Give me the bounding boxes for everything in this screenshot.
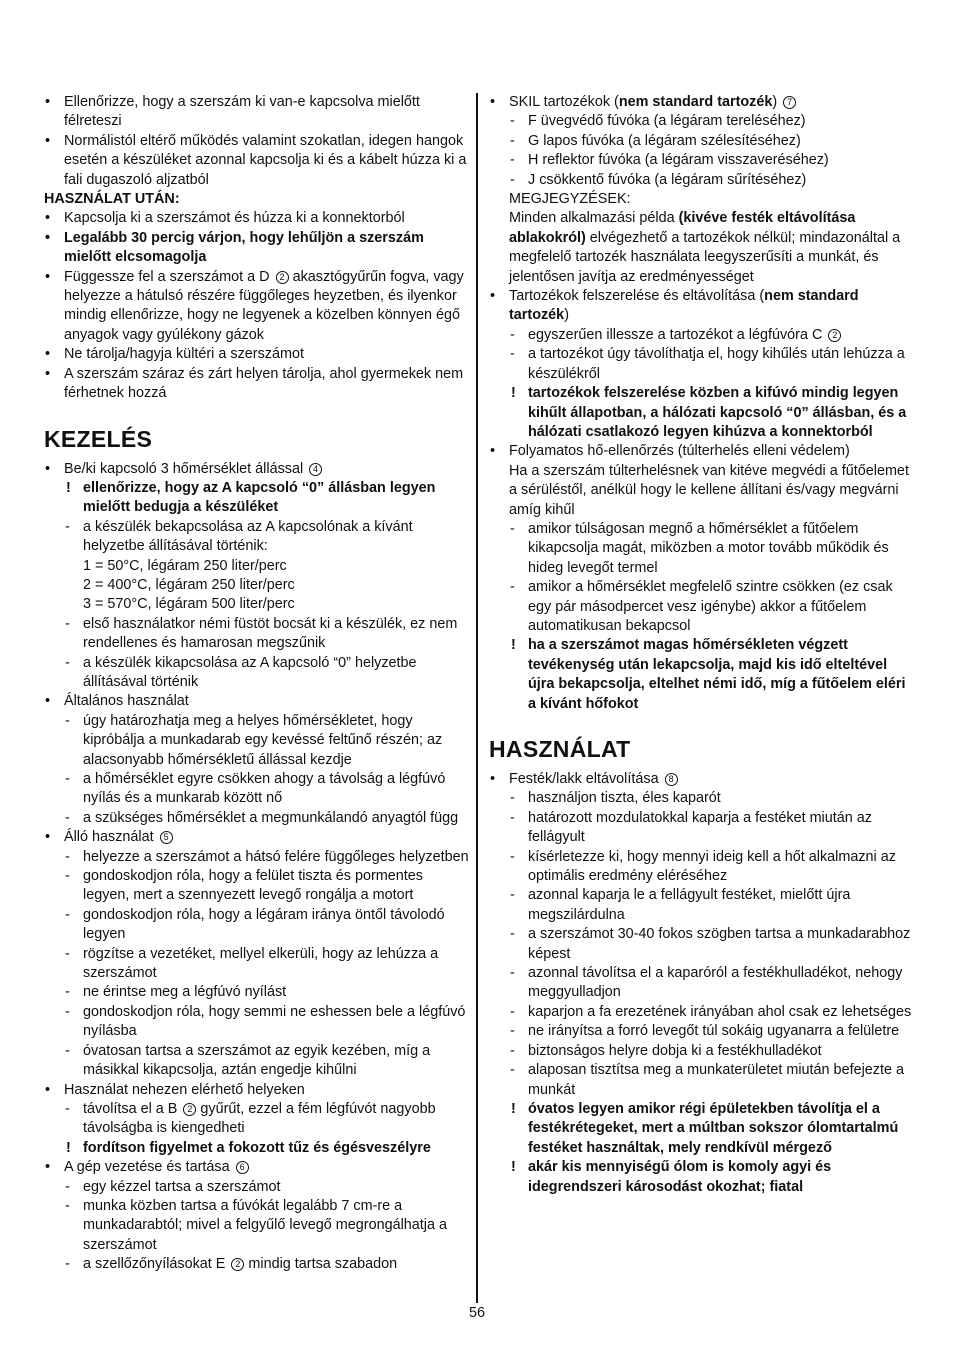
- list-item: • A szerszám száraz és zárt helyen tárolja, ahol gyermekek nem férhetnek hozzá: [44, 365, 469, 404]
- figure-ref: 6: [236, 1161, 249, 1174]
- dash-item: - határozott mozdulatokkal kaparja a festéket miután az fellágyult: [489, 809, 914, 848]
- dash-item: - kísérletezze ki, hogy mennyi ideig kell a hőt alkalmazni az optimális eredmény eléréséhez: [489, 848, 914, 887]
- figure-ref: 2: [828, 329, 841, 342]
- left-column: [44, 93, 469, 1275]
- figure-ref: 8: [665, 773, 678, 786]
- dash-item: - G lapos fúvóka (a légáram szélesítéséhez): [489, 132, 914, 151]
- list-item: • Használat nehezen elérhető helyeken: [44, 1081, 469, 1100]
- dash-item: - a szükséges hőmérséklet a megmunkálandó anyagtól függ: [44, 809, 469, 828]
- dash-item: - távolítsa el a B 2 gyűrűt, ezzel a fém légfúvót nagyobb távolságba is kiengedheti: [44, 1100, 469, 1139]
- setting-line: 3 = 570°C, légáram 500 liter/perc: [83, 596, 295, 613]
- right-column: [489, 93, 914, 1197]
- section-heading-kezeles: KEZELÉS: [44, 425, 153, 452]
- dash-item: - munka közben tartsa a fúvókát legalább 7 cm-re a munkadarabtól; mivel a felgyűlő levegő megrongálhatja a szerszámot: [44, 1197, 469, 1255]
- warning: ! ellenőrizze, hogy az A kapcsoló “0” állásban legyen mielőtt bedugja a készüléket: [44, 479, 469, 518]
- list-item: • SKIL tartozékok (nem standard tartozék) 7: [489, 93, 914, 112]
- notes-paragraph: Minden alkalmazási példa (kivéve festék eltávolítása ablakokról) elvégezhető a tartozékok nélkül; mindazonáltal a megfelelő tartozék használata leegyszerűsíti a munkát, és jelentősen javítja az eredményességet: [509, 210, 901, 285]
- figure-ref: 2: [231, 1258, 244, 1271]
- dash-item: - gondoskodjon róla, hogy a felület tiszta és pormentes legyen, mert a szennyezett levegő rongálja a motort: [44, 867, 469, 906]
- dash-item: - használjon tiszta, éles kaparót: [489, 789, 914, 808]
- dash-item: - amikor a hőmérséklet megfelelő szintre csökken (ez csak egy pár másodpercet vesz igénybe) akkor a fűtőelem automatikusan bekapcsol: [489, 578, 914, 636]
- after-use-heading: HASZNÁLAT UTÁN:: [44, 191, 180, 208]
- notes-heading: MEGJEGYZÉSEK:: [509, 191, 631, 208]
- dash-item: - egyszerűen illessze a tartozékot a légfúvóra C 2: [489, 326, 914, 345]
- list-item: • Kapcsolja ki a szerszámot és húzza ki a konnektorból: [44, 209, 469, 228]
- list-item: • Ellenőrizze, hogy a szerszám ki van-e kapcsolva mielőtt félreteszi: [44, 93, 469, 132]
- dash-item: - azonnal távolítsa el a kaparóról a festékhulladékot, nehogy meggyulladjon: [489, 964, 914, 1003]
- list-item: • Tartozékok felszerelése és eltávolítása (nem standard tartozék): [489, 287, 914, 326]
- dash-item: - úgy határozhatja meg a helyes hőmérsékletet, hogy kipróbálja a munkadarab egy kevéssé feltűnő részén; az alacsonyabb hőmérsékletű állással kezdje: [44, 712, 469, 770]
- dash-item: - ne irányítsa a forró levegőt túl sokáig ugyanarra a felületre: [489, 1022, 914, 1041]
- setting-line: 1 = 50°C, légáram 250 liter/perc: [83, 557, 287, 574]
- list-item: • A gép vezetése és tartása 6: [44, 1158, 469, 1177]
- list-item: • Be/ki kapcsoló 3 hőmérséklet állással 4: [44, 460, 469, 479]
- list-item: • Legalább 30 percig várjon, hogy lehűljön a szerszám mielőtt elcsomagolja: [44, 229, 469, 268]
- dash-item: - H reflektor fúvóka (a légáram visszaveréséhez): [489, 151, 914, 170]
- dash-item: - J csökkentő fúvóka (a légáram sűrítéséhez): [489, 171, 914, 190]
- dash-item: - azonnal kaparja le a fellágyult festéket, mielőtt újra megszilárdulna: [489, 886, 914, 925]
- dash-item: - első használatkor némi füstöt bocsát ki a készülék, ez nem rendellenes és hamarosan megszűnik: [44, 615, 469, 654]
- dash-item: - amikor túlságosan megnő a hőmérséklet a fűtőelem kikapcsolja magát, miközben a motor tovább működik és hideg levegőt termel: [489, 520, 914, 578]
- list-item: • Folyamatos hő-ellenőrzés (túlterhelés elleni védelem): [489, 442, 914, 461]
- list-item: • Általános használat: [44, 692, 469, 711]
- warning: ! fordítson figyelmet a fokozott tűz és égésveszélyre: [44, 1139, 469, 1158]
- figure-ref: 4: [309, 463, 322, 476]
- column-divider: [476, 93, 478, 1303]
- warning: ! óvatos legyen amikor régi épületekben távolítja el a festékrétegeket, mert a múltban sokszor ólomtartalmú festéket használtak, mely rendkívül mérgező: [489, 1100, 914, 1158]
- dash-item: - a készülék bekapcsolása az A kapcsolónak a kívánt helyzetbe állításával történik:: [44, 518, 469, 557]
- dash-item: - kaparjon a fa erezetének irányában ahol csak ez lehetséges: [489, 1003, 914, 1022]
- dash-item: - F üvegvédő fúvóka (a légáram tereléséhez): [489, 112, 914, 131]
- warning: ! ha a szerszámot magas hőmérsékleten végzett tevékenység után lekapcsolja, majd kis idő elteltével újra bekapcsolja, eltelhet némi idő, míg a fűtőelem eléri a kívánt hőfokot: [489, 636, 914, 714]
- dash-item: - gondoskodjon róla, hogy semmi ne eshessen bele a légfúvó nyílásba: [44, 1003, 469, 1042]
- list-item: • Festék/lakk eltávolítása 8: [489, 770, 914, 789]
- dash-item: - biztonságos helyre dobja ki a festékhulladékot: [489, 1042, 914, 1061]
- dash-item: - a készülék kikapcsolása az A kapcsoló “0” helyzetbe állításával történik: [44, 654, 469, 693]
- section-heading-hasznalat: HASZNÁLAT: [489, 736, 631, 762]
- dash-item: - alaposan tisztítsa meg a munkaterületet miután befejezte a munkát: [489, 1061, 914, 1100]
- list-item: • Normálistól eltérő működés valamint szokatlan, idegen hangok esetén a készüléket azonnal kapcsolja ki és a kábelt húzza ki a fali dugaszoló aljzatból: [44, 132, 469, 190]
- setting-line: 2 = 400°C, légáram 250 liter/perc: [83, 576, 295, 593]
- dash-item: - gondoskodjon róla, hogy a légáram iránya öntől távolodó legyen: [44, 906, 469, 945]
- page-number: 56: [468, 1305, 485, 1321]
- dash-item: - a szellőzőnyílásokat E 2 mindig tartsa szabadon: [44, 1255, 469, 1274]
- dash-item: - egy kézzel tartsa a szerszámot: [44, 1178, 469, 1197]
- figure-ref: 2: [183, 1103, 196, 1116]
- figure-ref: 2: [276, 271, 289, 284]
- list-item: • Álló használat 5: [44, 828, 469, 847]
- dash-item: - helyezze a szerszámot a hátsó felére függőleges helyzetben: [44, 848, 469, 867]
- warning: ! tartozékok felszerelése közben a kifúvó mindig legyen kihűlt állapotban, a hálózati kapcsoló “0” állásban, és a hálózati csatlakozó legyen kihúzva a konnektorból: [489, 384, 914, 442]
- figure-ref: 5: [160, 831, 173, 844]
- figure-ref: 7: [783, 96, 796, 109]
- dash-item: - óvatosan tartsa a szerszámot az egyik kezében, míg a másikkal kikapcsolja, aztán engedje kihűlni: [44, 1042, 469, 1081]
- dash-item: - a szerszámot 30-40 fokos szögben tartsa a munkadarabhoz képest: [489, 925, 914, 964]
- dash-item: - a tartozékot úgy távolíthatja el, hogy kihűlés után lehúzza a készülékről: [489, 345, 914, 384]
- warning: ! akár kis mennyiségű ólom is komoly agyi és idegrendszeri károsodást okozhat; fiatal: [489, 1158, 914, 1197]
- dash-item: - a hőmérséklet egyre csökken ahogy a távolság a légfúvó nyílás és a munkarab között nő: [44, 770, 469, 809]
- list-item: • Ne tárolja/hagyja kültéri a szerszámot: [44, 345, 469, 364]
- dash-item: - ne érintse meg a légfúvó nyílást: [44, 983, 469, 1002]
- thermal-paragraph: Ha a szerszám túlterhelésnek van kitéve megvédi a fűtőelemet a sérüléstől, anélkül hogy le kellene állítani és/vagy megvárni amíg kihűl: [509, 462, 909, 518]
- list-item: • Függessze fel a szerszámot a D 2 akasztógyűrűn fogva, vagy helyezze a hátulsó részére függőleges heyzetben, és ilyenkor mindig ellenőrizze, hogy ne legyenek a közelben könnyen égő anyagok vagy gyúlékony gázok: [44, 268, 469, 346]
- dash-item: - rögzítse a vezetéket, mellyel elkerüli, hogy az lehúzza a szerszámot: [44, 945, 469, 984]
